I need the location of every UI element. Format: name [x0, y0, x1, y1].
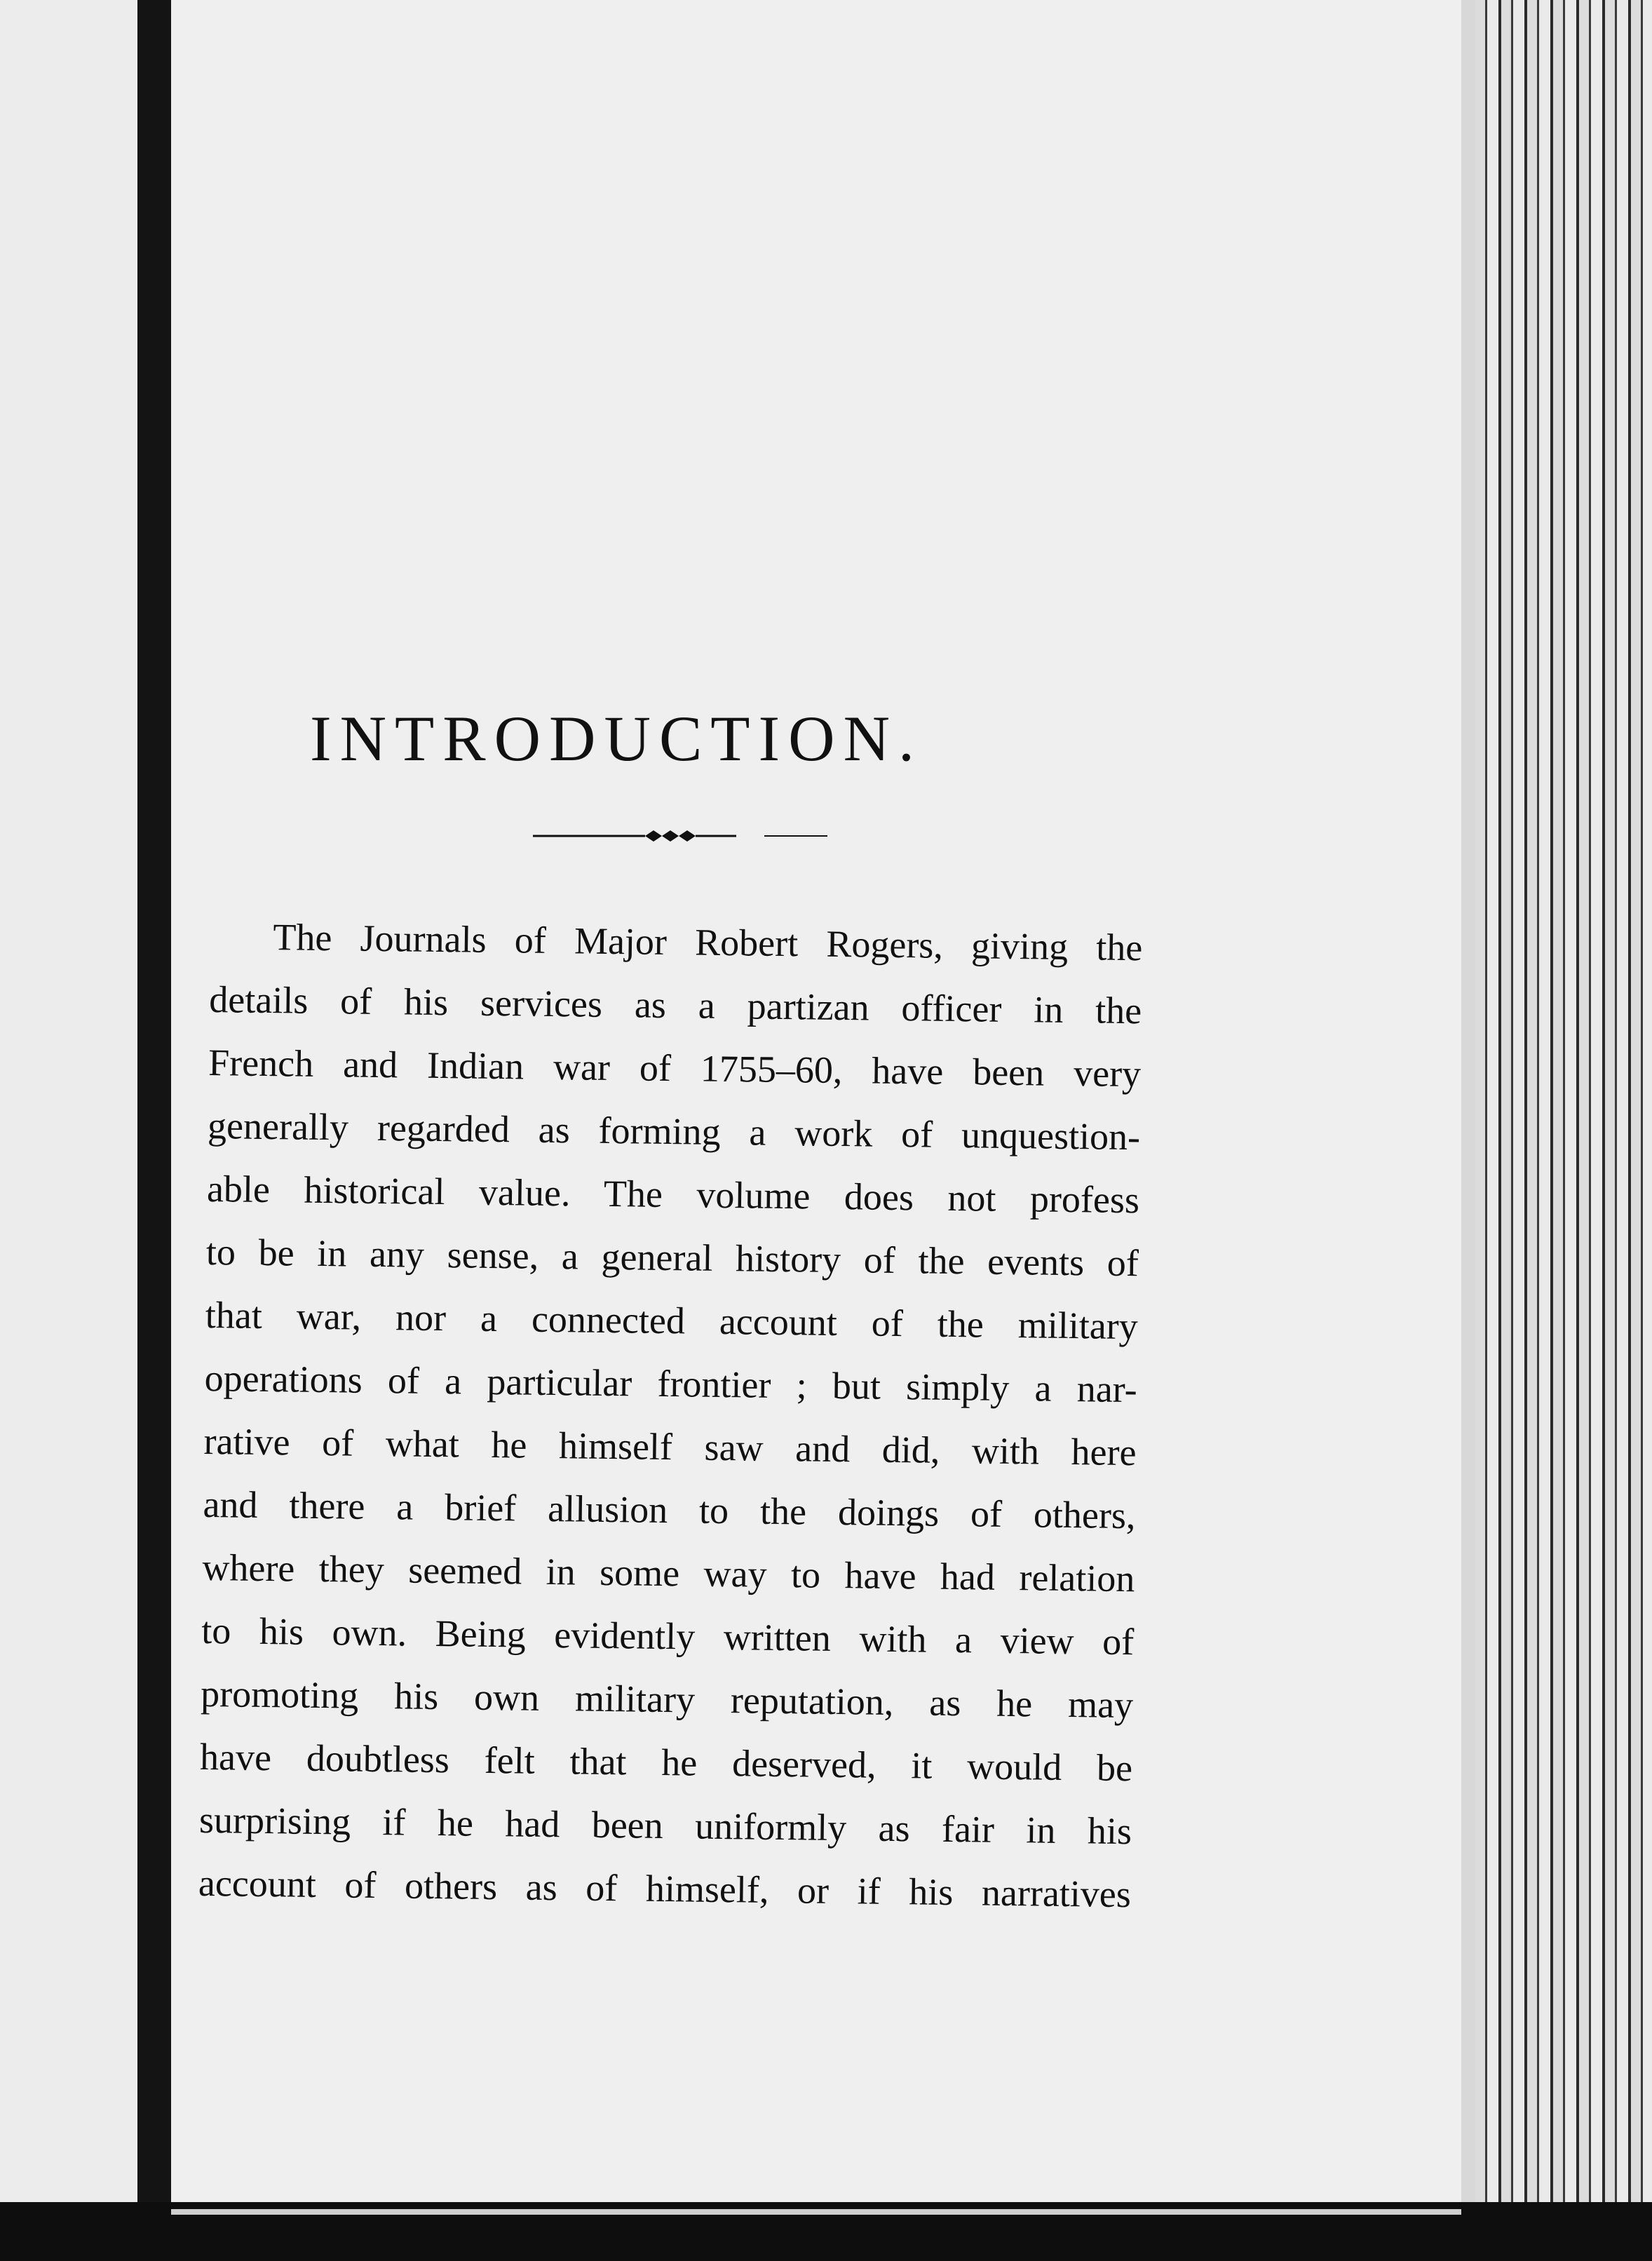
text-line: that war, nor a connected account of the military: [205, 1293, 1139, 1348]
text-line: to his own. Being evidently written with a view of: [201, 1609, 1135, 1663]
text-line: able historical value. The volume does not profess: [206, 1167, 1140, 1222]
ornament-divider: [533, 822, 827, 850]
text-line: operations of a particular frontier ; but simply a nar-: [204, 1356, 1138, 1411]
text-line: details of his services as a partizan officer in the: [208, 978, 1142, 1032]
text-line: French and Indian war of 1755–60, have been very: [208, 1041, 1142, 1095]
page-edges: [1461, 0, 1652, 2230]
text-line: surprising if he had been uniformly as fair in his: [198, 1798, 1132, 1853]
chapter-heading: INTRODUCTION.: [309, 703, 923, 774]
page-bottom-edge: [171, 2209, 1461, 2215]
text-line: rative of what he himself saw and did, with here: [203, 1419, 1137, 1474]
text-line: have doubtless felt that he deserved, it would be: [199, 1735, 1133, 1790]
book-spine-gutter: [137, 0, 171, 2209]
page-edge-shadow: [1461, 0, 1475, 2230]
text-line: account of others as of himself, or if his narratives: [198, 1861, 1132, 1916]
scan-bottom-border: [0, 2202, 1652, 2261]
text-line: where they seemed in some way to have had relation: [202, 1546, 1135, 1600]
text-line: and there a brief allusion to the doings of others,: [203, 1483, 1136, 1537]
left-facing-page: [0, 0, 137, 2202]
text-line: to be in any sense, a general history of the events of: [205, 1230, 1139, 1285]
text-line: The Journals of Major Robert Rogers, giving the: [273, 916, 1143, 969]
text-line: promoting his own military reputation, as he may: [200, 1672, 1134, 1727]
text-line: generally regarded as forming a work of unquestion-: [207, 1104, 1141, 1159]
introduction-paragraph: [198, 905, 1142, 1926]
